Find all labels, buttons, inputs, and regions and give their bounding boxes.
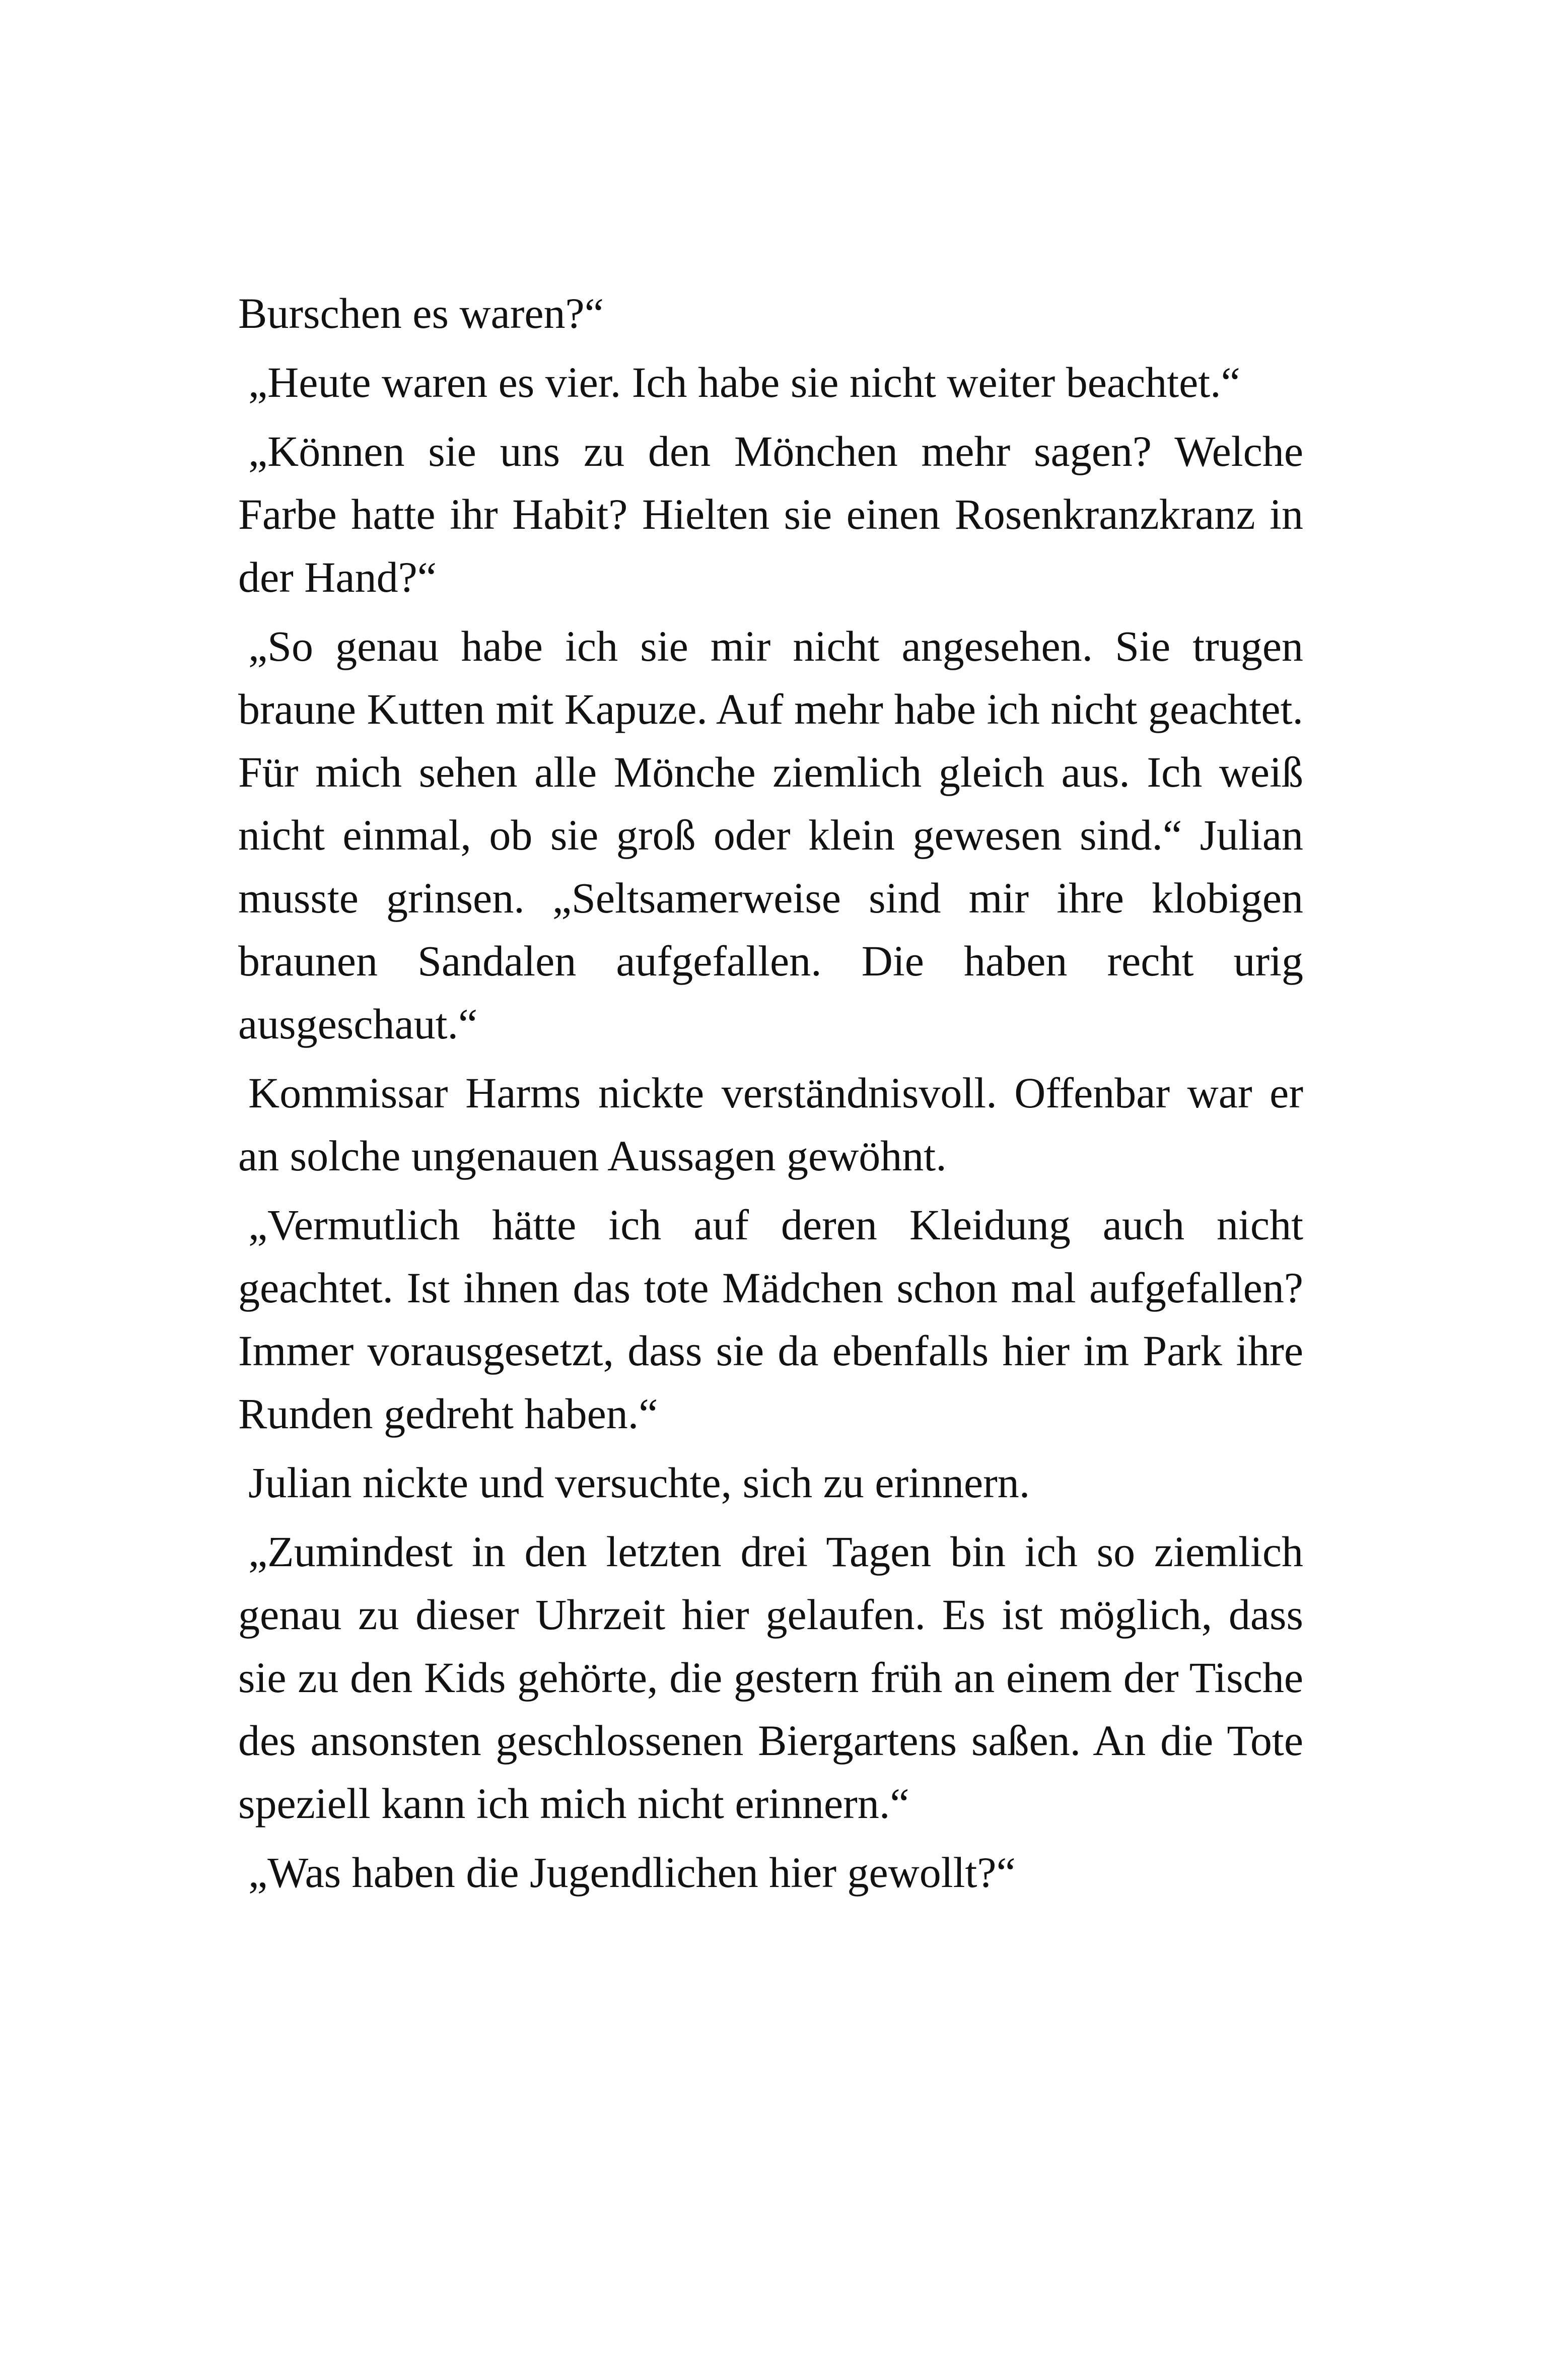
paragraph: „Was haben die Jugendlichen hier gewollt?“ — [248, 1848, 1016, 1897]
paragraph: „Heute waren es vier. Ich habe sie nicht weiter beachtet.“ — [248, 358, 1240, 406]
paragraph: Kommissar Harms nickte verständnisvoll. Offenbar war er an solche ungenauen Aussagen gewöhnt. — [238, 1069, 1303, 1180]
paragraph: „Vermutlich hätte ich auf deren Kleidung auch nicht geachtet. Ist ihnen das tote Mädchen schon mal aufgefallen? Immer vorausgesetzt, dass sie da ebenfalls hier im Park ihre Runden gedreht haben.“ — [238, 1201, 1303, 1438]
paragraph: Julian nickte und versuchte, sich zu erinnern. — [248, 1458, 1030, 1507]
paragraph: Burschen es waren?“ — [238, 289, 604, 337]
paragraph: „Zumindest in den letzten drei Tagen bin ich so ziemlich genau zu dieser Uhrzeit hier gelaufen. Es ist möglich, dass sie zu den Kids gehörte, die gestern früh an einem der Tische des ansonsten geschlossenen Biergartens saßen. An die Tote speziell kann ich mich nicht erinnern.“ — [238, 1527, 1303, 1828]
paragraph: „So genau habe ich sie mir nicht angesehen. Sie trugen braune Kutten mit Kapuze. Auf mehr habe ich nicht geachtet. Für mich sehen alle Mönche ziemlich gleich aus. Ich weiß nicht einmal, ob sie groß oder klein gewesen sind.“ Julian musste grinsen. „Seltsamerweise sind mir ihre klobigen braunen Sandalen aufgefallen. Die haben recht urig ausgeschaut.“ — [238, 622, 1303, 1048]
paragraph: „Können sie uns zu den Mönchen mehr sagen? Welche Farbe hatte ihr Habit? Hielten sie einen Rosenkranzkranz in der Hand?“ — [238, 427, 1303, 601]
page-text — [238, 282, 1303, 1910]
